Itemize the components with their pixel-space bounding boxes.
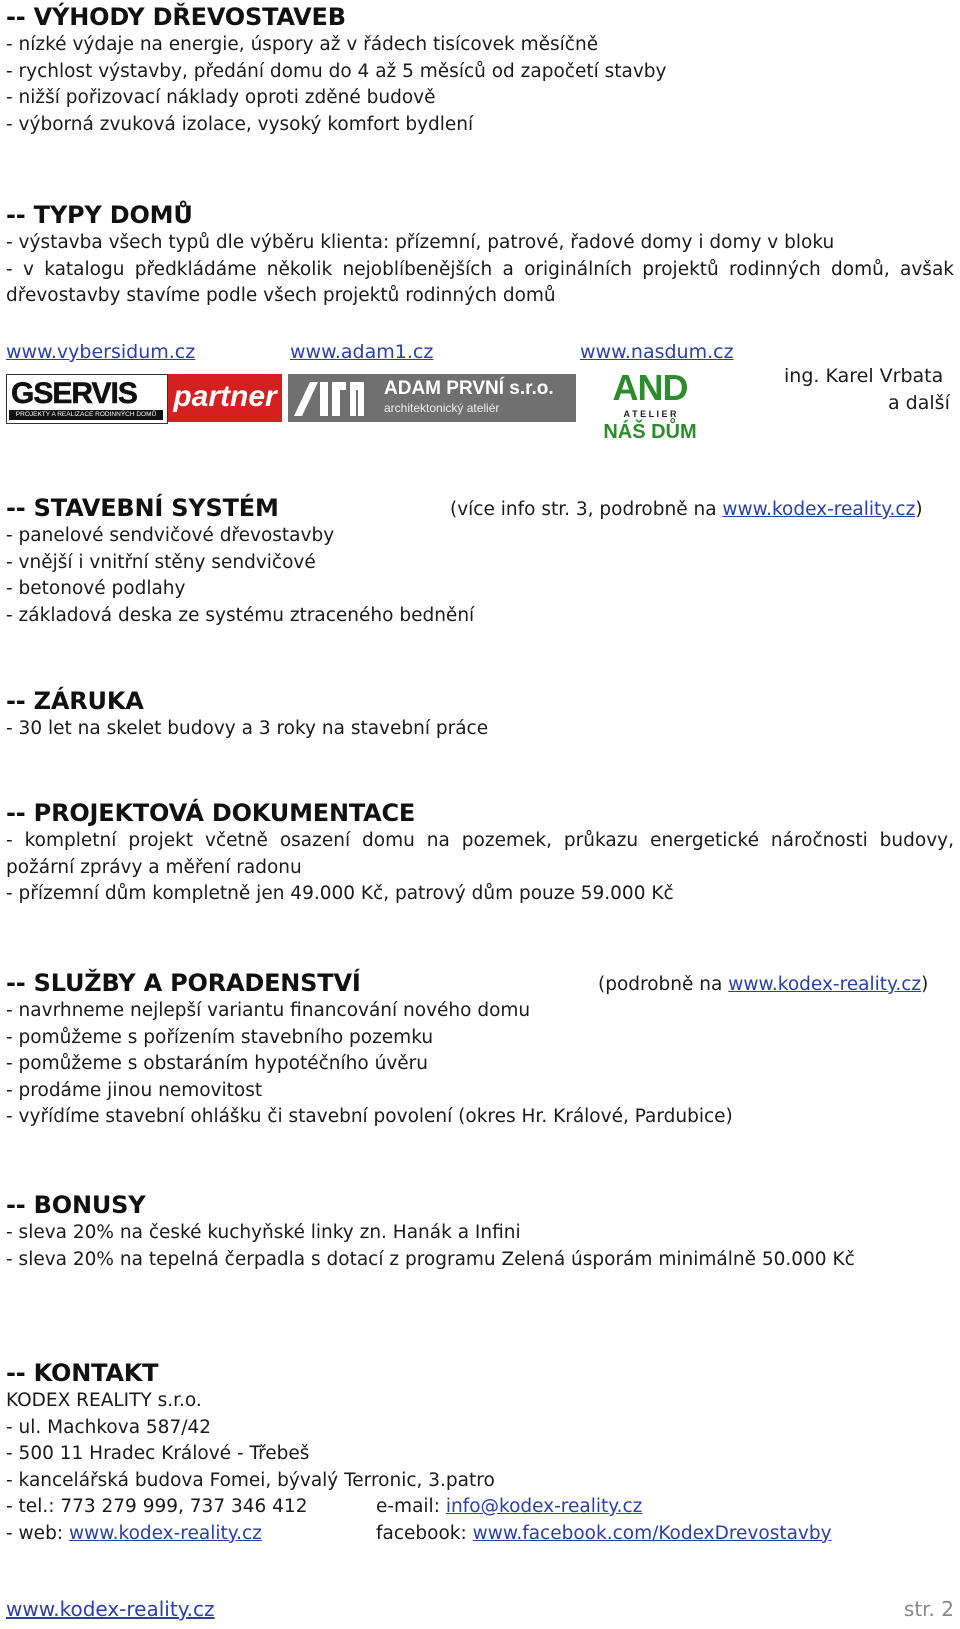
phone-numbers: - tel.: 773 279 999, 737 346 412: [6, 1496, 308, 1517]
section-sluzby: [6, 968, 954, 1131]
link-adam1[interactable]: www.adam1.cz: [290, 341, 434, 363]
list-item: - prodáme jinou nemovitost: [6, 1079, 263, 1101]
list-item: - vyřídíme stavební ohlášku či stavební povolení (okres Hr. Králové, Pardubice): [6, 1106, 733, 1127]
list-item: - 30 let na skelet budovy a 3 roky na stavební práce: [6, 718, 489, 739]
adam-prvni-logo[interactable]: ADAM PRVNÍ s.r.o. architektonický ateliér: [288, 374, 576, 422]
kodex-link[interactable]: www.kodex-reality.cz: [722, 499, 916, 520]
list-item: - sleva 20% na české kuchyňské linky zn. Hanák a Infini: [6, 1222, 521, 1243]
section-title: -- BONUSY: [6, 1191, 146, 1219]
info-note: (více info str. 3, podrobně na www.kodex-reality.cz): [450, 499, 923, 520]
link-vybersidum[interactable]: www.vybersidum.cz: [6, 341, 196, 363]
section-title: -- TYPY DOMŮ: [6, 201, 193, 229]
address-office: - kancelářská budova Fomei, bývalý Terronic, 3.patro: [6, 1469, 495, 1491]
extra-partner-more: a další: [888, 392, 950, 414]
footer-link[interactable]: www.kodex-reality.cz: [6, 1597, 215, 1621]
list-item: - základová deska ze systému ztraceného bednění: [6, 604, 475, 626]
partner-logos: [6, 341, 954, 451]
section-dokumentace: [6, 798, 954, 908]
list-item: - v katalogu předkládáme několik nejoblíbenějších a originálních projektů rodinných domů, avšak dřevostavby stavíme podle všech projektů rodinných domů: [6, 258, 954, 306]
section-title: -- ZÁRUKA: [6, 687, 144, 715]
list-item: - vnější i vnitřní stěny sendvičové: [6, 551, 316, 573]
list-item: - pomůžeme s pořízením stavebního pozemku: [6, 1026, 434, 1048]
list-item: - přízemní dům kompletně jen 49.000 Kč, patrový dům pouze 59.000 Kč: [6, 883, 674, 904]
email-entry: e-mail: info@kodex-reality.cz: [376, 1496, 643, 1517]
gservis-logo[interactable]: GSERVIS PROJEKTY A REALIZACE RODINNÝCH DOMŮ partner: [6, 374, 282, 422]
page-number: str. 2: [903, 1597, 954, 1621]
section-title: -- VÝHODY DŘEVOSTAVEB: [6, 3, 346, 31]
list-item: - betonové podlahy: [6, 578, 186, 599]
section-title: -- KONTAKT: [6, 1359, 159, 1387]
list-item: - sleva 20% na tepelná čerpadla s dotací z programu Zelená úsporám minimálně 50.000 Kč: [6, 1248, 855, 1270]
facebook-link[interactable]: www.facebook.com/KodexDrevostavby: [472, 1522, 832, 1544]
section-title: -- PROJEKTOVÁ DOKUMENTACE: [6, 799, 416, 827]
nasdum-logo[interactable]: AND A T E L I E R NÁŠ DŮM: [603, 367, 697, 443]
section-bonusy: [6, 1190, 954, 1273]
section-zaruka: [6, 686, 954, 743]
contact-row-tel: [6, 1494, 954, 1521]
address-city: - 500 11 Hradec Králové - Třebeš: [6, 1443, 310, 1464]
section-system: [6, 493, 954, 629]
section-vyhody: [6, 2, 954, 138]
list-item: - rychlost výstavby, předání domu do 4 až 5 měsíců od započetí stavby: [6, 60, 667, 82]
section-kontakt: [6, 1358, 954, 1547]
list-item: - výborná zvuková izolace, vysoký komfort bydlení: [6, 113, 474, 135]
list-item: - panelové sendvičové dřevostavby: [6, 525, 335, 546]
section-title: -- STAVEBNÍ SYSTÉM: [6, 494, 279, 522]
company-name: KODEX REALITY s.r.o.: [6, 1390, 202, 1411]
list-item: - výstavba všech typů dle výběru klienta: přízemní, patrové, řadové domy i domy v bloku: [6, 232, 835, 253]
list-item: - pomůžeme s obstaráním hypotéčního úvěru: [6, 1053, 428, 1074]
link-nasdum[interactable]: www.nasdum.cz: [580, 341, 734, 363]
kodex-link[interactable]: www.kodex-reality.cz: [728, 974, 922, 995]
adam-symbol-icon: [288, 374, 368, 422]
extra-partner: ing. Karel Vrbata: [784, 365, 944, 387]
email-link[interactable]: info@kodex-reality.cz: [445, 1496, 643, 1517]
list-item: - kompletní projekt včetně osazení domu na pozemek, průkazu energetické náročnosti budovy, požární zprávy a měření radonu: [6, 830, 954, 878]
web-link[interactable]: www.kodex-reality.cz: [68, 1522, 262, 1544]
section-title: -- SLUŽBY A PORADENSTVÍ: [6, 969, 361, 997]
list-item: - nižší pořizovací náklady oproti zděné budově: [6, 87, 436, 108]
list-item: - nízké výdaje na energie, úspory až v řádech tisícovek měsíčně: [6, 34, 599, 55]
section-typy: [6, 200, 954, 310]
list-item: - navrhneme nejlepší variantu financování nového domu: [6, 1000, 531, 1021]
contact-row-web: - web: www.kodex-reality.cz facebook: www.facebook.com/KodexDrevostavby: [6, 1521, 954, 1548]
facebook-entry: facebook: www.facebook.com/KodexDrevostavby: [376, 1522, 832, 1544]
address-street: - ul. Machkova 587/42: [6, 1416, 211, 1438]
info-note: (podrobně na www.kodex-reality.cz): [598, 974, 929, 995]
